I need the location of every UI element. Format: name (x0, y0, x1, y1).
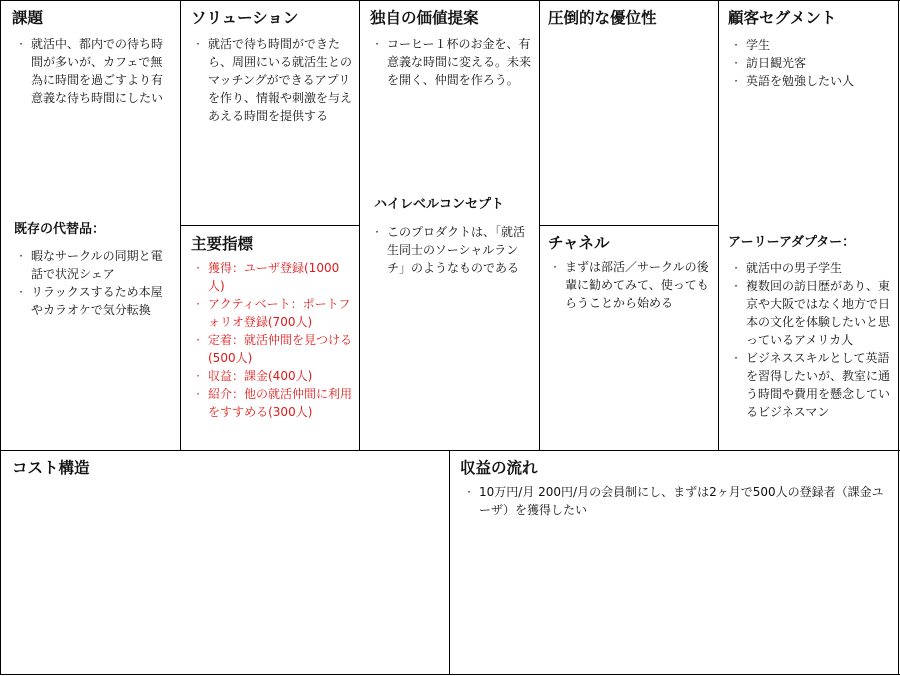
channels-title: チャネル (548, 234, 610, 252)
bullet-icon: · (196, 333, 200, 347)
metrics-list (193, 259, 355, 421)
early-adopters-item: · 複数回の訪日歴があり、東京や大阪ではなく地方で日本の文化を体験したいと思っているアメリカ人 (731, 277, 895, 349)
uvp-cell (360, 0, 539, 450)
channels-list (550, 258, 712, 312)
cost-title: コスト構造 (12, 459, 90, 477)
alternatives-list (16, 247, 174, 319)
problem-cell (0, 0, 180, 450)
revenue-list (464, 483, 884, 519)
segments-item: · 訪日観光客 (731, 54, 893, 72)
problem-title: 課題 (12, 9, 44, 27)
metrics-item: · 収益：課金(400人) (193, 367, 355, 385)
concept-item: · このプロダクトは、「就活生同士のソーシャルランチ」のようなものである (372, 223, 534, 277)
revenue-cell (450, 451, 898, 674)
problem-item: · 就活中、都内での待ち時間が多いが、カフェで無為に時間を過ごすより有意義な待ち時間にしたい (16, 35, 174, 107)
solution-cell (181, 0, 359, 225)
frame-bottom (0, 674, 900, 675)
channels-item: · まずは部活／サークルの後輩に勧めてみて、使ってもらうことから始める (550, 258, 712, 312)
solution-title: ソリューション (191, 9, 299, 27)
solution-list (193, 35, 353, 125)
bullet-icon: · (734, 351, 738, 365)
bullet-icon: · (19, 37, 23, 51)
alternatives-title: 既存の代替品： (14, 222, 106, 237)
alternatives-item: · リラックスするため本屋やカラオケで気分転換 (16, 283, 174, 319)
bullet-icon: · (734, 261, 738, 275)
early-adopters-item: · ビジネススキルとして英語を習得したいが、教室に通う時間や費用を懸念しているビジネスマン (731, 349, 895, 421)
problem-list (16, 35, 174, 107)
bullet-icon: · (19, 285, 23, 299)
bullet-icon: · (196, 37, 200, 51)
metrics-item: · アクティベート：ポートフォリオ登録(700人) (193, 295, 355, 331)
bullet-icon: · (734, 279, 738, 293)
segments-title: 顧客セグメント (728, 9, 837, 27)
alternatives-item: · 暇なサークルの同期と電話で状況シェア (16, 247, 174, 283)
bullet-icon: · (467, 485, 471, 499)
bullet-icon: · (734, 38, 738, 52)
segments-item: · 英語を勉強したい人 (731, 72, 893, 90)
advantage-cell (540, 0, 718, 225)
bullet-icon: · (553, 260, 557, 274)
solution-item: · 就活で待ち時間ができたら、周囲にいる就活生とのマッチングができるアプリを作り、情報や刺激を与えあえる時間を提供する (193, 35, 353, 125)
segments-item: · 学生 (731, 36, 893, 54)
early-adopters-item: · 就活中の男子学生 (731, 259, 895, 277)
revenue-item: · 10万円/月 200円/月の会員制にし、まずは2ヶ月で500人の登録者（課金ユーザ）を獲得したい (464, 483, 884, 519)
early-adopters-list (731, 259, 895, 421)
bullet-icon: · (375, 225, 379, 239)
bullet-icon: · (196, 387, 200, 401)
early-adopters-title: アーリーアダプター： (728, 235, 856, 250)
metrics-item: · 紹介：他の就活仲間に利用をすすめる(300人) (193, 385, 355, 421)
bullet-icon: · (734, 74, 738, 88)
frame-right (898, 0, 899, 675)
concept-title: ハイレベルコンセプト (374, 197, 505, 212)
metrics-item: · 定着：就活仲間を見つける(500人) (193, 331, 355, 367)
cost-cell (0, 451, 449, 674)
bullet-icon: · (196, 297, 200, 311)
uvp-item: · コーヒー１杯のお金を、有意義な時間に変える。未来を開く、仲間を作ろう。 (372, 35, 534, 89)
bullet-icon: · (734, 56, 738, 70)
bullet-icon: · (375, 37, 379, 51)
bullet-icon: · (196, 261, 200, 275)
revenue-title: 収益の流れ (460, 459, 538, 477)
uvp-title: 独自の価値提案 (370, 9, 479, 27)
metrics-cell (181, 226, 359, 450)
uvp-list (372, 35, 534, 89)
bullet-icon: · (196, 369, 200, 383)
advantage-title: 圧倒的な優位性 (548, 9, 657, 27)
channels-cell (540, 226, 718, 450)
bullet-icon: · (19, 249, 23, 263)
segments-list (731, 36, 893, 90)
metrics-title: 主要指標 (191, 235, 254, 253)
concept-list (372, 223, 534, 277)
segments-cell (719, 0, 898, 450)
metrics-item: · 獲得：ユーザ登録(1000人) (193, 259, 355, 295)
